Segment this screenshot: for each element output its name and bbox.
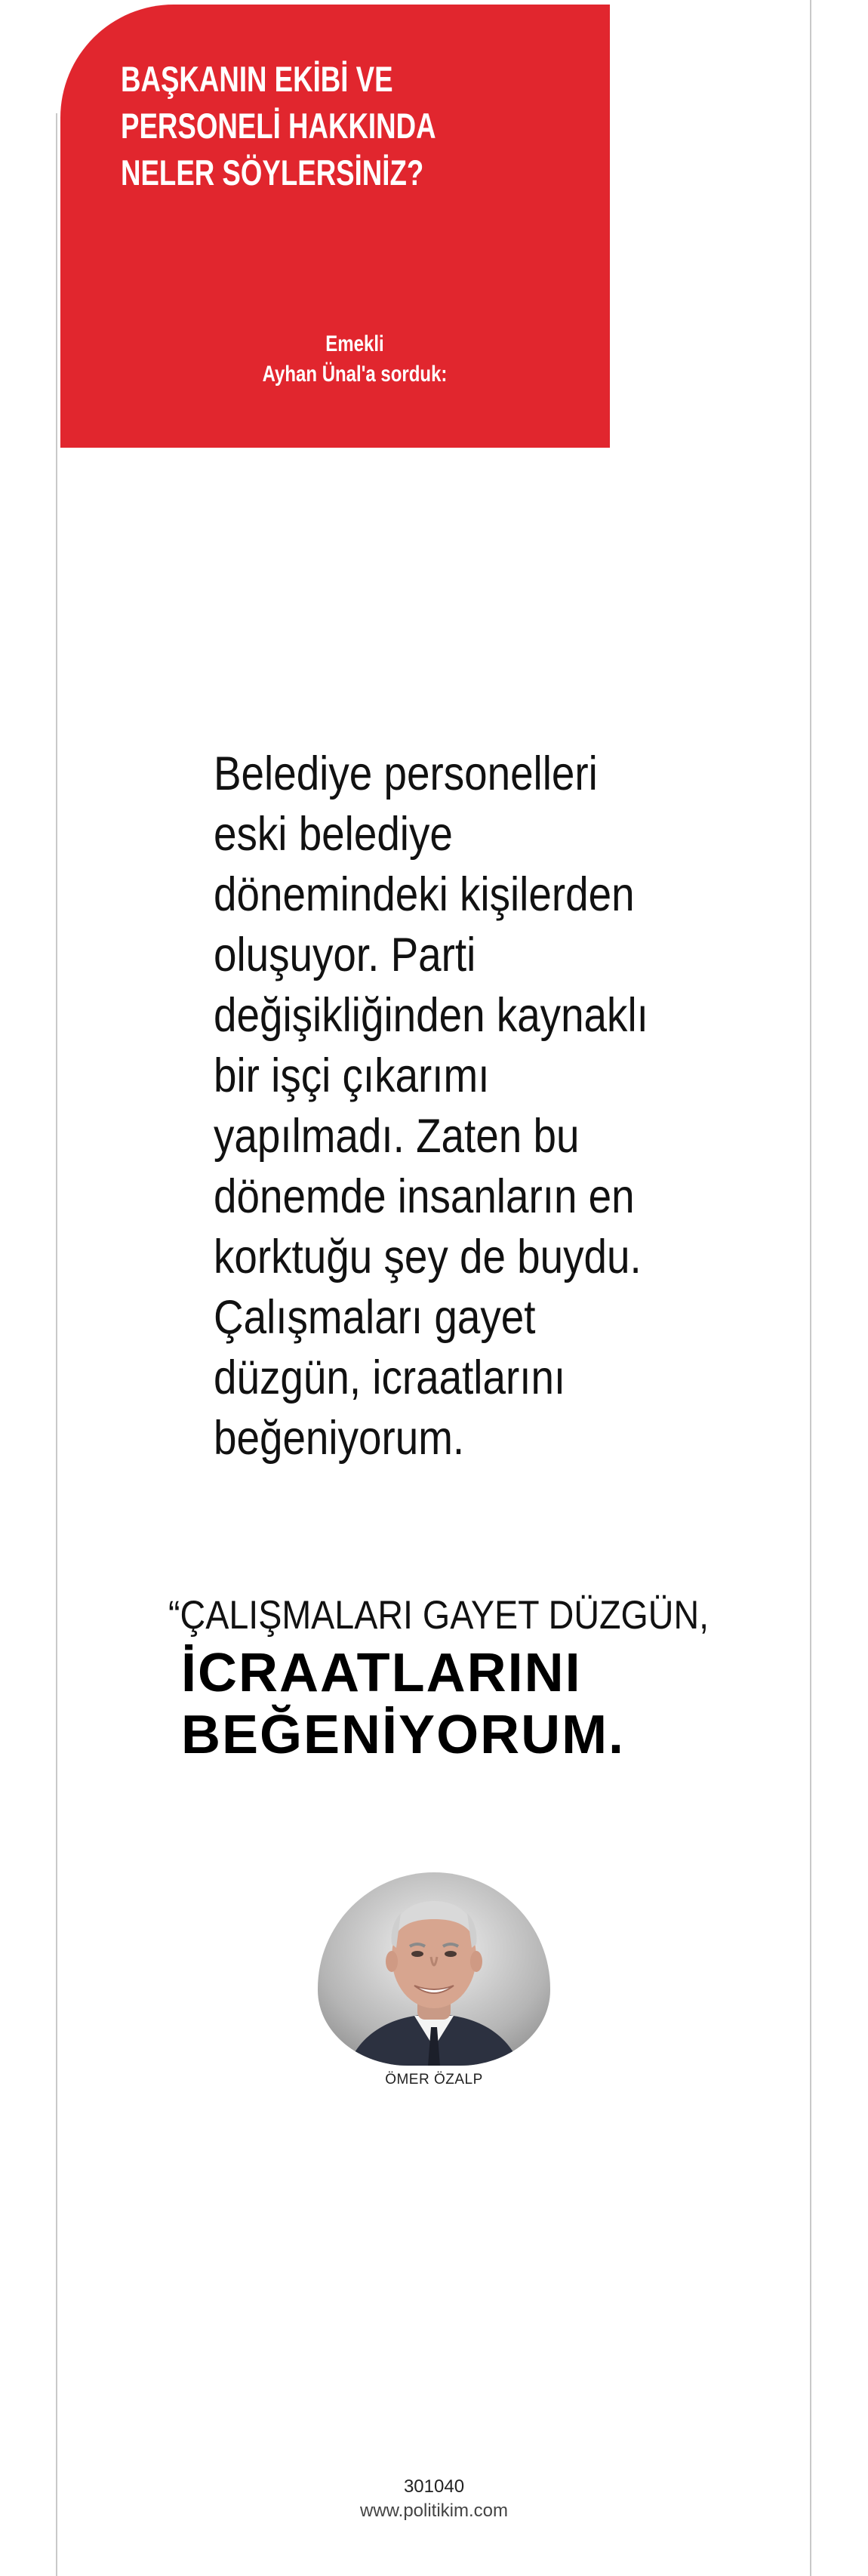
interviewee-name: Ayhan Ünal'a sorduk:	[262, 362, 448, 387]
person-photo-icon	[318, 1872, 550, 2066]
answer-line: eski belediye	[214, 808, 453, 861]
answer-line: korktuğu şey de buydu.	[214, 1231, 642, 1283]
footer-code: 301040	[403, 2476, 465, 2497]
question-title-line: PERSONELİ HAKKINDA	[121, 106, 436, 146]
answer-line: değişikliğinden kaynaklı	[214, 989, 648, 1042]
right-column-rule	[810, 0, 811, 2576]
answer-line: düzgün, icraatlarını	[214, 1351, 566, 1404]
answer-line: Çalışmaları gayet	[214, 1291, 536, 1344]
answer-line: oluşuyor. Parti	[214, 929, 476, 981]
answer-line: beğeniyorum.	[214, 1412, 465, 1465]
pull-quote-emphasis	[181, 1642, 625, 1766]
pull-quote-lead: “ÇALIŞMALARI GAYET DÜZGÜN,	[168, 1593, 709, 1638]
pull-quote-line: İCRAATLARINI	[181, 1643, 582, 1703]
answer-line: Belediye personelleri	[214, 747, 598, 800]
pull-quote-line: BEĞENİYORUM.	[181, 1705, 626, 1765]
interviewee-credit	[216, 329, 494, 390]
left-column-rule	[56, 113, 57, 2576]
question-title	[121, 56, 474, 196]
answer-text	[214, 744, 660, 1468]
answer-line: dönemindeki kişilerden	[214, 868, 635, 921]
answer-line: dönemde insanların en	[214, 1170, 635, 1223]
answer-line: bir işçi çıkarımı	[214, 1049, 490, 1102]
interviewee-role: Emekli	[325, 331, 384, 356]
photo-caption: ÖMER ÖZALP	[385, 2072, 483, 2088]
question-title-line: NELER SÖYLERSİNİZ?	[121, 153, 424, 193]
answer-line: yapılmadı. Zaten bu	[214, 1110, 580, 1163]
footer-url[interactable]: www.politikim.com	[359, 2501, 509, 2521]
question-title-line: BAŞKANIN EKİBİ VE	[121, 59, 393, 99]
